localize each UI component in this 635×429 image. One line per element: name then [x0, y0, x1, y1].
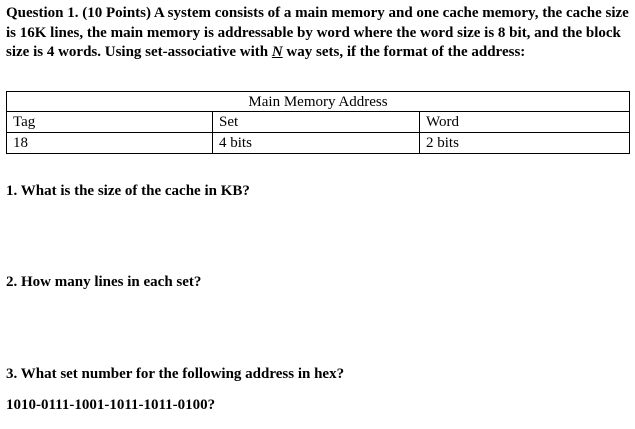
tag-value: 18 — [7, 133, 213, 154]
word-value: 2 bits — [420, 133, 630, 154]
table-value-row — [7, 133, 630, 154]
question-2: 2. How many lines in each set? — [6, 274, 202, 290]
hex-address-value: 1010-0111-1001-1011-1011-0100? — [6, 397, 216, 413]
question-intro — [6, 4, 630, 63]
table-title-row — [7, 92, 630, 112]
tag-header: Tag — [7, 112, 213, 133]
question-1: 1. What is the size of the cache in KB? — [6, 183, 250, 199]
word-header: Word — [420, 112, 630, 133]
table-header-row — [7, 112, 630, 133]
intro-text-part1: Question 1. (10 Points) A system consists of a main memory and one cache memory, the cache size is 16K lines, the main memory is addressable by word where the word size is 8 bit, and the block size is 4 words. Using set-associative with — [6, 5, 629, 60]
question-3: 3. What set number for the following address in hex? — [6, 366, 345, 382]
intro-text-part2: way sets, if the format of the address: — [282, 44, 526, 60]
table-title: Main Memory Address — [7, 92, 630, 112]
set-header: Set — [213, 112, 420, 133]
address-format-table — [6, 91, 630, 154]
n-symbol: N — [271, 44, 283, 60]
set-value: 4 bits — [213, 133, 420, 154]
